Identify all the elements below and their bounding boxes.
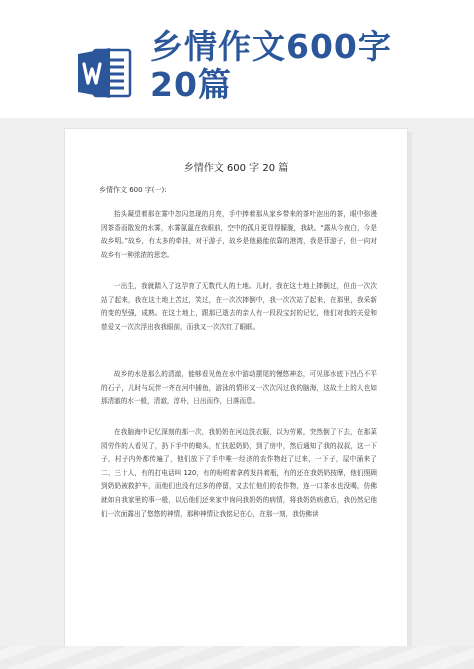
page-title bbox=[150, 28, 450, 104]
footer-stripe bbox=[0, 646, 474, 669]
document-title: 乡情作文 600 字 20 篇 bbox=[183, 163, 289, 174]
paragraph: 一出生，我就踏入了这孕育了无数代人的土地。儿时，我在这土地上摔倒过，但由一次次站了起来，我在这土地上苦过，笑过，在一次次摔倒中，我一次次站了起来，在那里，我采新的变的坚强，成熟。在这土地上，跟那已逝去的亲人有一段段宝封的记忆，他们对我的关爱和慈爱又一次次浮出我我眼前，而我又一次次红了眼眶。 bbox=[101, 282, 377, 331]
paragraph: 故乡的水是那么的清澈，能够看见鱼在水中游动摆尾的慢悠神态，可见那水底下凹凸不平的石子，儿时与玩伴一齐在河中捕鱼，游泳的情形又一次次闪过我的脑海，这故土上的人也如那清澈的水一般，清澈，淳朴，日出而作，日落而息。 bbox=[101, 370, 377, 406]
header-banner bbox=[0, 0, 474, 118]
paragraph: 抬头凝望着那在雾中忽闪忽现的月亮，手中捧着那从家乡带来的茶叶泡出的茶，眼中弥漫因茶香而散发的水雾，水雾氤氲在我眼前，空中的孤月更显得朦胧，我缺。“露从今夜白，今是故乡明。”故乡，有太多的牵挂，对于游子，故乡是他最能依靠的港湾，我是菲游子，但一向对故乡有一种浓浓的思恋。 bbox=[101, 210, 377, 259]
document-subtitle: 乡情作文 600 字(一): bbox=[99, 186, 167, 194]
document-page bbox=[64, 128, 408, 669]
word-document-icon bbox=[76, 44, 134, 102]
page-title-line-1: 乡情作文600字 bbox=[150, 27, 392, 66]
paragraph: 在我脑海中记忆深刻的那一次，我奶奶在河边洗衣服，以为劳累，突然倒了下去，在那菜园劳作的人看见了，扔下手中的锄头，忙扶起奶奶，到了房中，然后通知了我的叔叔，这一下子，村子内外都传遍了，他们放下了手中唯一经济的农作物赶了过来，一下子，屋中涌来了二、三十人，有的打电话叫 120，有的吩咐着拿药发抖着瓶，有的还在我奶奶按摩，他们照顾到奶奶被救护车，而他们也没有过多的停留，又去忙他们的农作物，连一口茶水也没喝，仿佛就如自我家里的事一般，以后他们还来家中询问我奶奶的病情，将我奶奶病愈后，我仍然记他们一次面露出了悠悠的神情，那种神情让我铭记在心，在那一刻，我仿佛读 bbox=[101, 428, 377, 518]
page-title-line-2: 20篇 bbox=[150, 65, 232, 104]
